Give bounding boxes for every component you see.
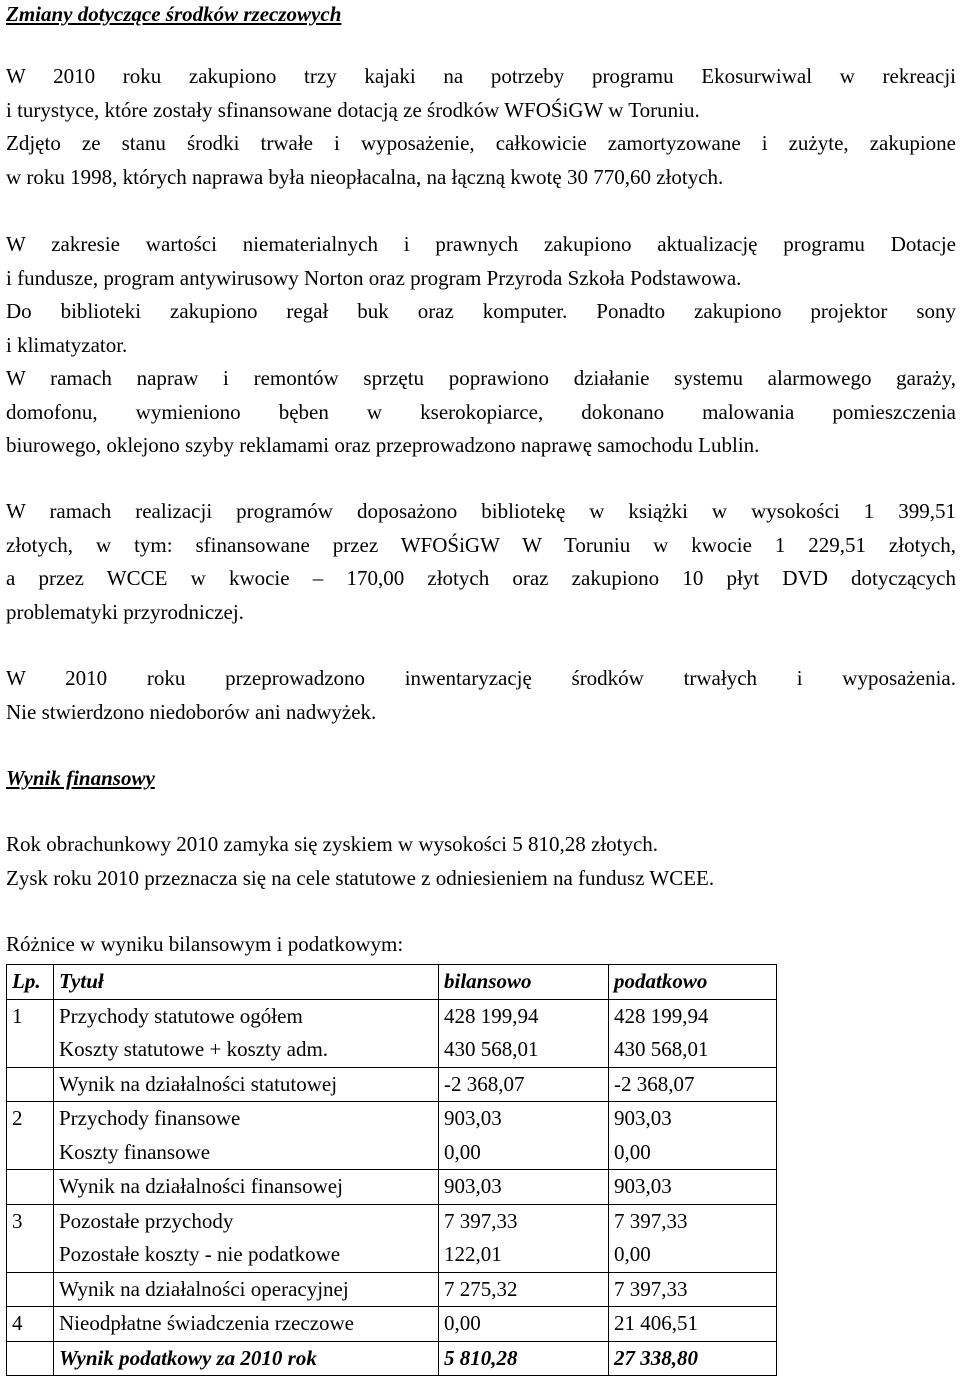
cell-pod — [609, 1272, 777, 1307]
cell-line: 903,03 — [614, 1174, 672, 1198]
cell-line: -2 368,07 — [444, 1071, 525, 1096]
cell-titles — [54, 999, 439, 1067]
cell-line: 7 275,32 — [444, 1276, 518, 1301]
cell-line: -2 368,07 — [614, 1071, 695, 1096]
paragraph-financial-result — [6, 828, 956, 895]
cell-lp: 3 — [7, 1204, 54, 1272]
cell-line: 7 397,33 — [444, 1208, 518, 1233]
cell-line: Koszty finansowe — [59, 1139, 211, 1164]
text-line: i turystyce, które zostały sfinansowane dotacją ze środków WFOŚiGW w Toruniu. — [6, 97, 700, 122]
text-line: Nie stwierdzono niedoborów ani nadwyżek. — [6, 699, 377, 724]
table-row — [7, 1341, 777, 1376]
cell-line: 428 199,94 — [444, 1003, 539, 1028]
text-line: w roku 1998, których naprawa była nieopłacalna, na łączną kwotę 30 770,60 złotych. — [6, 164, 724, 189]
table-row — [7, 1067, 777, 1102]
cell-bil — [439, 1341, 609, 1376]
text-line: a przez WCCE w kwocie – 170,00 złotych oraz zakupiono 10 płyt DVD dotyczących — [6, 566, 956, 590]
cell-pod — [609, 1102, 777, 1170]
cell-titles — [54, 1272, 439, 1307]
cell-line: Pozostałe przychody — [59, 1208, 234, 1233]
cell-titles — [54, 1067, 439, 1102]
paragraph-intangibles — [6, 228, 956, 463]
cell-line: 0,00 — [444, 1139, 481, 1164]
table-caption: Różnice w wyniku bilansowym i podatkowym: — [6, 932, 404, 956]
cell-lp: 2 — [7, 1102, 54, 1170]
cell-titles — [54, 1341, 439, 1376]
section-heading-financial-result: Wynik finansowy — [6, 766, 155, 790]
cell-titles — [54, 1170, 439, 1205]
text-line: biurowego, oklejono szyby reklamami oraz przeprowadzono naprawę samochodu Lublin. — [6, 433, 760, 457]
cell-line: Koszty statutowe + koszty adm. — [59, 1037, 329, 1061]
cell-line: 428 199,94 — [614, 1003, 709, 1028]
text-line: Do biblioteki zakupiono regał buk oraz komputer. Ponadto zakupiono projektor sony — [6, 299, 956, 323]
cell-titles — [54, 1307, 439, 1342]
cell-line: 430 568,01 — [614, 1037, 709, 1061]
cell-line: Przychody finansowe — [59, 1106, 241, 1130]
cell-bil — [439, 1272, 609, 1307]
text-line: złotych, w tym: sfinansowane przez WFOŚiGW W Toruniu w kwocie 1 229,51 złotych, — [6, 532, 956, 557]
table-row — [7, 1272, 777, 1307]
table-row — [7, 1204, 777, 1272]
text-line: W zakresie wartości niematerialnych i prawnych zakupiono aktualizację programu Dotacje — [6, 232, 956, 256]
cell-lp — [7, 1170, 54, 1205]
cell-bil — [439, 1067, 609, 1102]
text-line: Zysk roku 2010 przeznacza się na cele statutowe z odniesieniem na fundusz WCEE. — [6, 865, 715, 890]
cell-lp: 1 — [7, 999, 54, 1067]
cell-line: Wynik podatkowy za 2010 rok — [59, 1345, 317, 1370]
section-heading-material-changes: Zmiany dotyczące środków rzeczowych — [6, 2, 342, 26]
text-line: i klimatyzator. — [6, 332, 128, 357]
cell-line: 0,00 — [614, 1242, 651, 1266]
cell-pod — [609, 1067, 777, 1102]
text-line: W 2010 roku przeprowadzono inwentaryzację środków trwałych i wyposażenia. — [6, 666, 956, 690]
text-line: Rok obrachunkowy 2010 zamyka się zyskiem w wysokości 5 810,28 złotych. — [6, 832, 659, 856]
cell-line: Nieodpłatne świadczenia rzeczowe — [59, 1311, 355, 1335]
text-line: W ramach realizacji programów doposażono bibliotekę w książki w wysokości 1 399,51 — [6, 499, 956, 523]
paragraph-inventory — [6, 662, 956, 729]
cell-line: 122,01 — [444, 1242, 502, 1266]
cell-bil — [439, 1204, 609, 1272]
cell-line: 903,03 — [444, 1174, 502, 1198]
header-title: Tytuł — [54, 965, 439, 1000]
cell-line: 430 568,01 — [444, 1037, 539, 1061]
cell-pod — [609, 1341, 777, 1376]
cell-pod — [609, 1204, 777, 1272]
cell-pod — [609, 1307, 777, 1342]
table-row — [7, 1307, 777, 1342]
cell-lp — [7, 1272, 54, 1307]
cell-line: 903,03 — [444, 1106, 502, 1130]
cell-line: 7 397,33 — [614, 1208, 688, 1233]
text-line: W ramach napraw i remontów sprzętu poprawiono działanie systemu alarmowego garaży, — [6, 366, 956, 390]
text-line: i fundusze, program antywirusowy Norton oraz program Przyroda Szkoła Podstawowa. — [6, 265, 742, 290]
table-header-row — [7, 965, 777, 1000]
header-tax: podatkowo — [609, 965, 777, 1000]
cell-line: Przychody statutowe ogółem — [59, 1003, 303, 1028]
cell-lp — [7, 1341, 54, 1376]
text-line: domofonu, wymieniono bęben w kserokopiarce, dokonano malowania pomieszczenia — [6, 399, 956, 424]
table-row — [7, 1170, 777, 1205]
text-line: W 2010 roku zakupiono trzy kajaki na potrzeby programu Ekosurwiwal w rekreacji — [6, 64, 956, 88]
cell-titles — [54, 1102, 439, 1170]
cell-bil — [439, 1102, 609, 1170]
header-lp: Lp. — [7, 965, 54, 1000]
table-row — [7, 999, 777, 1067]
cell-line: 0,00 — [444, 1311, 481, 1335]
cell-line: 21 406,51 — [614, 1311, 698, 1335]
cell-line: Wynik na działalności finansowej — [59, 1174, 343, 1198]
cell-line: 903,03 — [614, 1106, 672, 1130]
cell-lp — [7, 1067, 54, 1102]
cell-bil — [439, 999, 609, 1067]
paragraph-library — [6, 495, 956, 629]
cell-line: Pozostałe koszty - nie podatkowe — [59, 1242, 341, 1266]
cell-line: Wynik na działalności statutowej — [59, 1071, 338, 1096]
cell-line: Wynik na działalności operacyjnej — [59, 1276, 349, 1301]
paragraph-kayaks — [6, 60, 956, 194]
text-line: Zdjęto ze stanu środki trwałe i wyposażenie, całkowicie zamortyzowane i zużyte, zakupione — [6, 131, 956, 155]
text-line: problematyki przyrodniczej. — [6, 599, 244, 624]
cell-pod — [609, 1170, 777, 1205]
cell-bil — [439, 1307, 609, 1342]
cell-titles — [54, 1204, 439, 1272]
cell-line: 5 810,28 — [444, 1345, 518, 1370]
cell-line: 27 338,80 — [614, 1345, 698, 1370]
differences-table — [6, 964, 777, 1376]
cell-line: 7 397,33 — [614, 1276, 688, 1301]
cell-bil — [439, 1170, 609, 1205]
cell-line: 0,00 — [614, 1139, 651, 1164]
table-row — [7, 1102, 777, 1170]
cell-pod — [609, 999, 777, 1067]
header-balance: bilansowo — [439, 965, 609, 1000]
cell-lp: 4 — [7, 1307, 54, 1342]
